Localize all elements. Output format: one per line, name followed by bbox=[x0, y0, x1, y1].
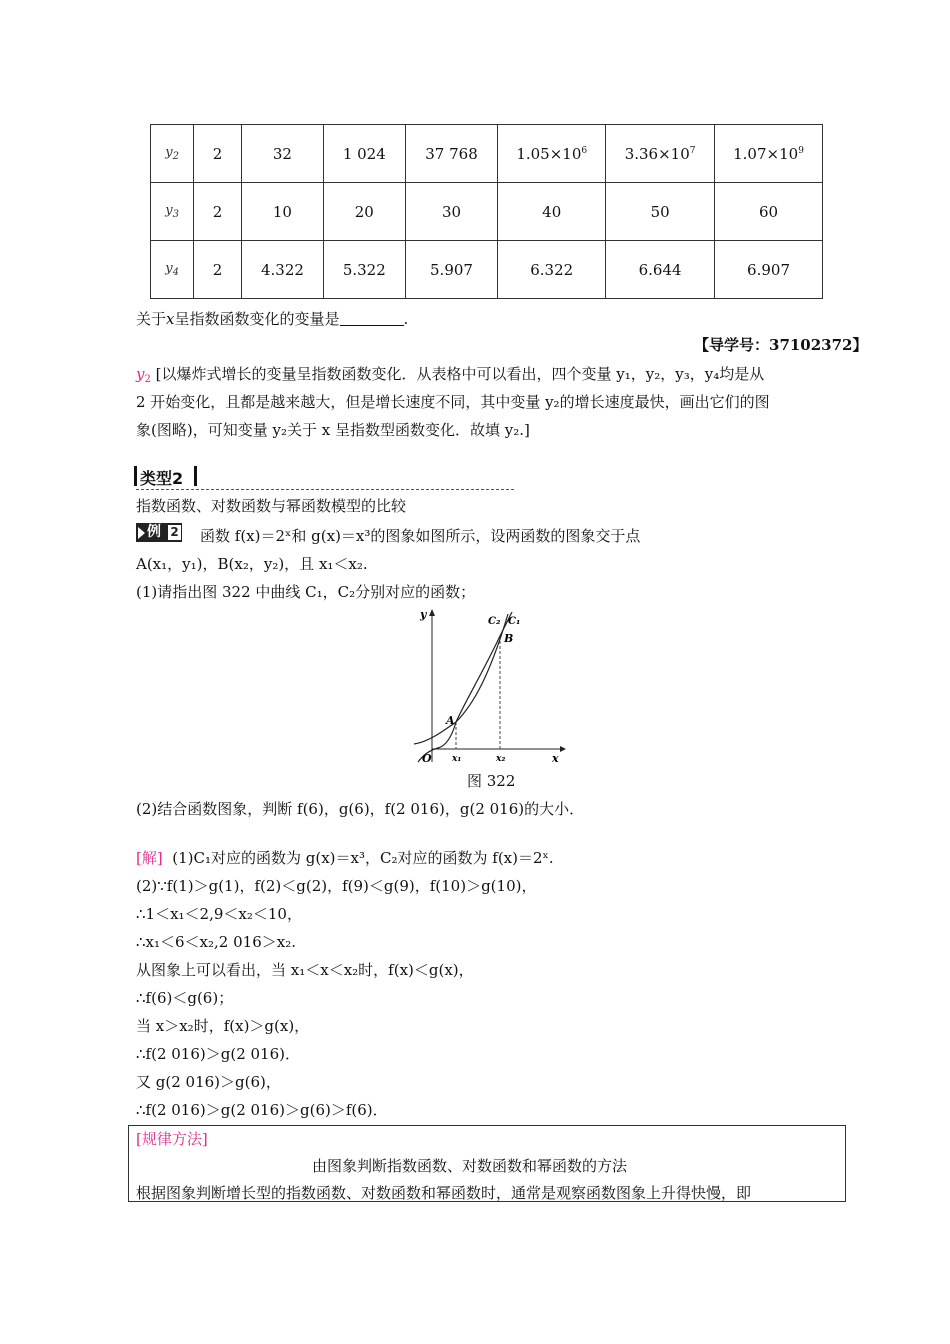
table-cell: 6.322 bbox=[498, 241, 606, 299]
example-badge: 例 2 bbox=[136, 523, 182, 542]
table-cell: 5.907 bbox=[405, 241, 498, 299]
function-graph bbox=[408, 604, 568, 766]
point-a-label: A bbox=[446, 714, 455, 727]
method-tag: [规律方法] bbox=[136, 1130, 208, 1148]
solution-line-8: ∴f(2 016)＞g(2 016)． bbox=[136, 1045, 300, 1063]
table-cell: 32 bbox=[242, 125, 324, 183]
answer-label: $y_2$ bbox=[136, 365, 151, 385]
type-heading-bar-right bbox=[194, 466, 197, 486]
solution-line-4: ∴x₁＜6＜x₂,2 016＞x₂. bbox=[136, 933, 296, 951]
table-cell: 2 bbox=[194, 183, 242, 241]
question-var: x bbox=[166, 310, 175, 328]
solution-line-7: 当 x＞x₂时，f(x)＞g(x)， bbox=[136, 1017, 310, 1035]
question-prefix: 关于 bbox=[136, 310, 167, 328]
answer-line-3: 象(图略)，可知变量 y₂关于 x 呈指数型函数变化．故填 y₂.] bbox=[136, 421, 530, 439]
example-line-4: (2)结合函数图象，判断 f(6)，g(6)，f(2 016)，g(2 016)的大小． bbox=[136, 800, 585, 818]
x-axis-arrow-icon bbox=[560, 746, 566, 752]
type-heading-bar-left bbox=[134, 466, 137, 486]
table-cell: 6.644 bbox=[606, 241, 715, 299]
figure-caption: 图 322 bbox=[467, 772, 516, 790]
table-cell: 40 bbox=[498, 183, 606, 241]
table-cell: 10 bbox=[242, 183, 324, 241]
type-heading: 类型2 bbox=[140, 469, 184, 488]
curve-c2 bbox=[414, 614, 508, 744]
row-variable: $y_3$ bbox=[151, 183, 194, 241]
example-line-1: 函数 f(x)＝2ˣ和 g(x)＝x³的图象如图所示，设两函数的图象交于点 bbox=[200, 527, 641, 545]
question-line bbox=[136, 308, 408, 329]
solution-line-5: 从图象上可以看出，当 x₁＜x＜x₂时，f(x)＜g(x)， bbox=[136, 961, 474, 979]
solution-line-9: 又 g(2 016)＞g(6)， bbox=[136, 1073, 281, 1091]
row-variable: $y_4$ bbox=[151, 241, 194, 299]
answer-line-2: 2 开始变化，且都是越来越大，但是增长速度不同，其中变量 y₂的增长速度最快，画出它们的图 bbox=[136, 393, 770, 411]
triangle-icon bbox=[138, 527, 145, 539]
method-body: 根据图象判断增长型的指数函数、对数函数和幂函数时，通常是观察函数图象上升得快慢，即 bbox=[136, 1184, 752, 1202]
answer-line-1: $y_2$ [以爆炸式增长的变量呈指数函数变化．从表格中可以看出，四个变量 y₁，y₂，y₃，y₄均是从 bbox=[136, 365, 765, 385]
method-title: 由图象判断指数函数、对数函数和幂函数的方法 bbox=[312, 1157, 628, 1175]
table-cell: 2 bbox=[194, 241, 242, 299]
table-cell: 50 bbox=[606, 183, 715, 241]
guide-number: 【导学号：37102372】 bbox=[694, 336, 868, 354]
table-row bbox=[151, 125, 823, 183]
solution-line-6: ∴f(6)＜g(6)； bbox=[136, 989, 234, 1007]
table-cell: 6.907 bbox=[715, 241, 823, 299]
row-variable: $y_2$ bbox=[151, 125, 194, 183]
c1-label: C₁ bbox=[508, 616, 521, 627]
table-cell: 60 bbox=[715, 183, 823, 241]
x1-label: x₁ bbox=[452, 754, 462, 764]
section-title: 指数函数、对数函数与幂函数模型的比较 bbox=[136, 497, 407, 515]
c2-label: C₂ bbox=[488, 616, 501, 627]
question-end: . bbox=[403, 310, 409, 328]
example-line-3: (1)请指出图 322 中曲线 C₁，C₂分别对应的函数； bbox=[136, 583, 476, 601]
solution-line-1: [解] (1)C₁对应的函数为 g(x)＝x³，C₂对应的函数为 f(x)＝2ˣ. bbox=[136, 849, 554, 867]
solution-line-10: ∴f(2 016)＞g(2 016)＞g(6)＞f(6)． bbox=[136, 1101, 388, 1119]
x-axis-label: x bbox=[552, 752, 559, 765]
y-axis-arrow-icon bbox=[429, 609, 435, 616]
table-cell: 1 024 bbox=[323, 125, 405, 183]
y-axis-label: y bbox=[420, 608, 427, 621]
table-row bbox=[151, 241, 823, 299]
solution-line-3: ∴1＜x₁＜2,9＜x₂＜10， bbox=[136, 905, 302, 923]
table-cell: 37 768 bbox=[405, 125, 498, 183]
data-table bbox=[150, 124, 823, 299]
table-row bbox=[151, 183, 823, 241]
answer-blank bbox=[340, 311, 404, 326]
table-cell: 4.322 bbox=[242, 241, 324, 299]
table-cell: $1.07\times 10^9$ bbox=[715, 125, 823, 183]
question-suffix: 呈指数函数变化的变量是 bbox=[174, 310, 340, 328]
section-divider bbox=[136, 489, 514, 490]
table-cell: 2 bbox=[194, 125, 242, 183]
solution-line-2: (2)∵f(1)＞g(1)，f(2)＜g(2)，f(9)＜g(9)，f(10)＞g(10)， bbox=[136, 877, 537, 895]
table-cell: $1.05\times 10^6$ bbox=[498, 125, 606, 183]
table-cell: 5.322 bbox=[323, 241, 405, 299]
solution-tag: [解] bbox=[136, 849, 163, 867]
example-line-2: A(x₁，y₁)，B(x₂，y₂)，且 x₁＜x₂. bbox=[136, 555, 368, 573]
origin-label: O bbox=[422, 752, 432, 765]
table-cell: 20 bbox=[323, 183, 405, 241]
table-cell: 30 bbox=[405, 183, 498, 241]
x2-label: x₂ bbox=[496, 754, 506, 764]
table-cell: $3.36\times 10^7$ bbox=[606, 125, 715, 183]
point-b-label: B bbox=[504, 632, 514, 645]
